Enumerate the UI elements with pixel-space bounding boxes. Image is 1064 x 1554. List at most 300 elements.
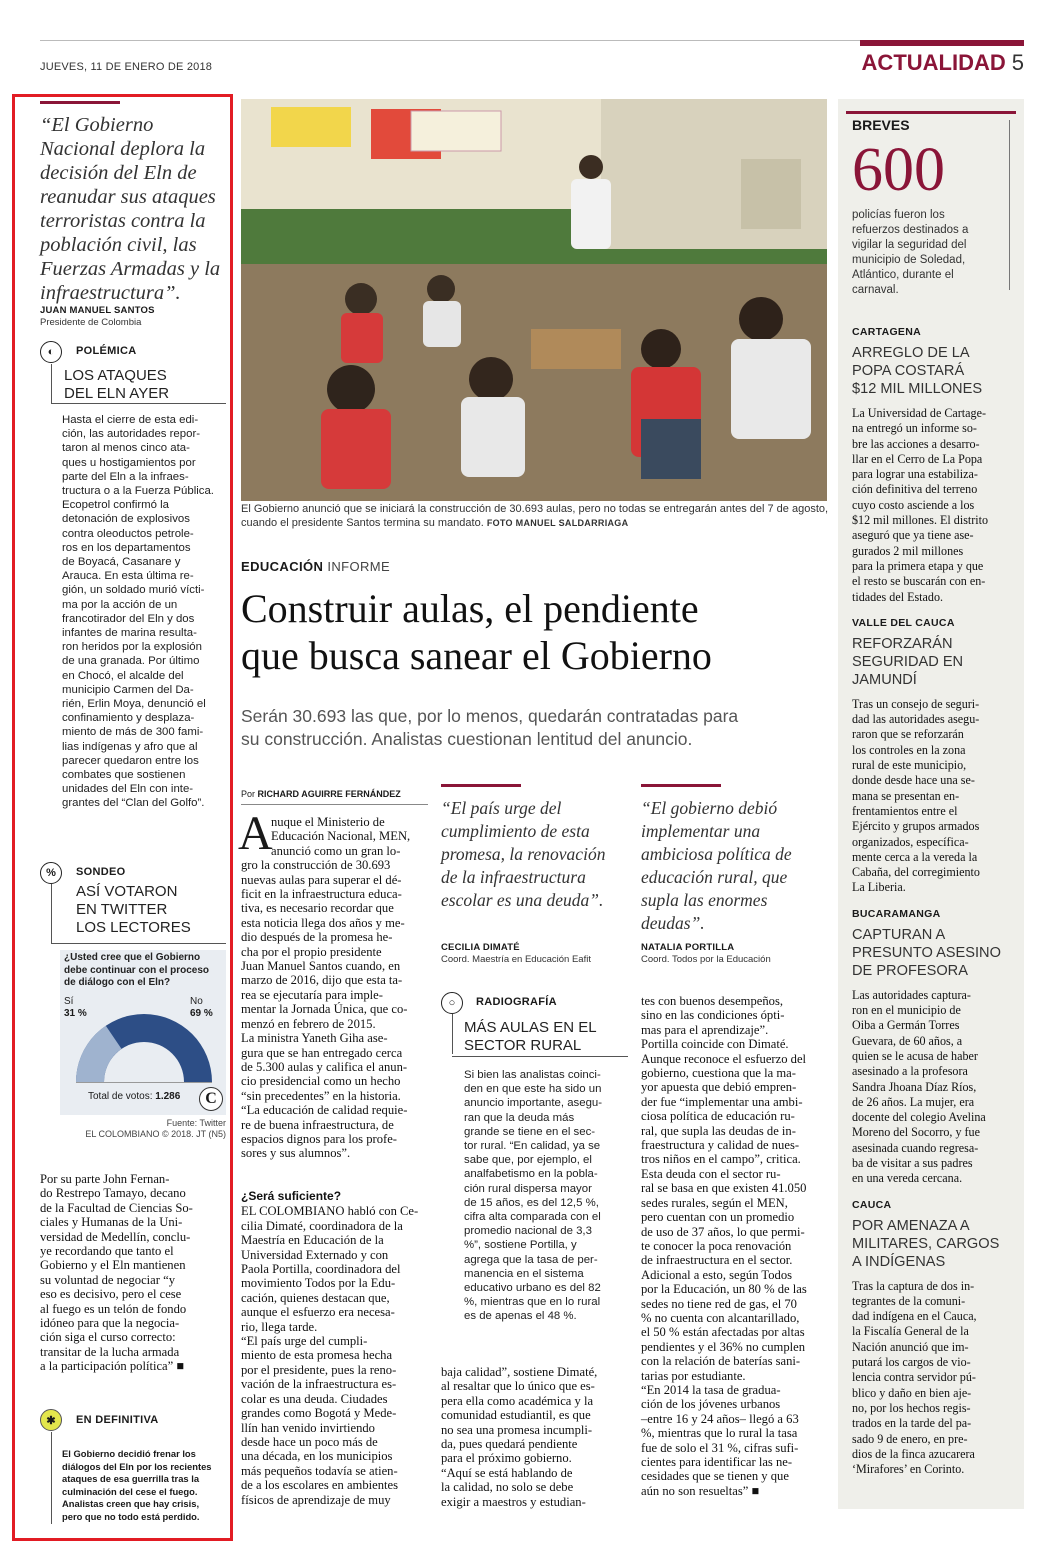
breve-body-line: La Universidad de Cartage- — [852, 406, 986, 420]
speech-bubbles-icon: ◐ — [40, 341, 62, 363]
poll-source: Fuente: Twitter — [166, 1118, 226, 1128]
polemica-line: unidades del Eln con inte- — [62, 783, 194, 796]
polemica-line: tructura o a la Fuerza Pública. — [62, 485, 214, 498]
breves-number-line: Atlántico, durante el — [852, 269, 954, 281]
breve-body-line: donde desde hace una se- — [852, 773, 975, 788]
continuation-line: idóneo para que la negocia- — [40, 1316, 180, 1331]
quote2-role: Coord. Maestría en Educación Eafit — [441, 954, 591, 965]
breve-body-line: la Fiscalía General de la — [852, 1324, 969, 1339]
column-1-line: ficit en la infraestructura educa- — [241, 887, 402, 902]
poll-yes-label: Sí — [64, 996, 74, 1007]
subhead: ¿Será suficiente? — [241, 1189, 342, 1203]
continuation-line: versidad de Medellín, conclu- — [40, 1229, 191, 1244]
continuation-line: do Restrepo Tamayo, decano — [40, 1186, 186, 1201]
radiografia-line: grande se tiene en el sec- — [464, 1125, 596, 1138]
column-1-line: gro la construcción de 30.693 — [241, 858, 391, 873]
radiografia-line: es de apenas el 48 %. — [464, 1310, 577, 1323]
edition-date: JUEVES, 11 DE ENERO DE 2018 — [40, 61, 213, 73]
breve-headline-line: ARREGLO DE LA — [852, 345, 970, 361]
quote2-accent — [441, 784, 521, 787]
percent-icon: % — [40, 862, 62, 884]
breve-headline-line: JAMUNDÍ — [852, 671, 917, 688]
radiografia-line: %”, sostiene Portilla, y — [464, 1239, 577, 1252]
breve-body-line: La Liberia. — [852, 880, 906, 895]
column-3-line: cesidades que se tienen y que — [641, 1469, 789, 1484]
breve-body-line: llar en el Cerro de La Popa — [852, 451, 983, 466]
drop-cap: A — [238, 807, 273, 860]
column-1-line: espacios dignos para los profe- — [241, 1131, 397, 1146]
continuation-line: de la Facultad de Ciencias So- — [40, 1200, 193, 1215]
breve-body-line: Guevara, de 60 años, a — [852, 1033, 963, 1048]
breve-headline-line: POR AMENAZA A — [852, 1217, 970, 1234]
definitiva-line: pero que no todo está perdido. — [62, 1510, 200, 1522]
breve-headline-line: REFORZARÁN — [852, 635, 953, 652]
polemica-line: Hasta el cierre de esta edi- — [62, 414, 199, 426]
breve-body-line: ron en el municipio de — [852, 1003, 961, 1018]
radiografia-line: agrega que la tasa de per- — [464, 1253, 598, 1266]
column-1b-line: rio, llega tarde. — [241, 1319, 318, 1334]
polemica-line: de una granada. Por último — [62, 655, 200, 668]
column-1-line: de 5.300 aulas y califica el anun- — [241, 1059, 408, 1074]
column-2b-line: “Aquí se está hablando de — [441, 1465, 573, 1480]
polemica-line: parte del Eln a la infraes- — [62, 470, 189, 483]
column-2b-line: la calidad, no solo se debe — [441, 1480, 574, 1495]
quote2-author: CECILIA DIMATÉ — [441, 942, 520, 953]
byline-author: RICHARD AGUIRRE FERNÁNDEZ — [257, 789, 401, 799]
quote3: “El gobierno debió implementar una ambiciosa política de educación rural, que supla las enormes deudas”. — [641, 798, 792, 933]
deck — [241, 705, 831, 751]
column-3-line: tros niños en el campo”, critica. — [641, 1152, 801, 1167]
poll-no-value: 69 % — [190, 1008, 213, 1019]
column-2b-line: baja calidad”, sostiene Dimaté, — [441, 1365, 598, 1379]
column-3-line: ción de los jóvenes urbanos — [641, 1397, 781, 1412]
column-2b-line: pera ella como académica y la — [441, 1393, 594, 1408]
definitiva-body — [62, 1448, 226, 1523]
definitiva-line: ataques de esa guerrilla tras la — [62, 1473, 200, 1484]
poll-gauge — [66, 1010, 222, 1084]
column-1-line: nuevas aulas para superar el dé- — [241, 872, 402, 887]
column-3-line: fue de solo el 31 %, cifras sufi- — [641, 1440, 799, 1455]
column-1b-line: físicos de aprendizaje de muy — [241, 1492, 391, 1507]
polemica-line: parecer quedaron entre los — [62, 754, 199, 767]
breve-body-line: organizados, específica- — [852, 834, 969, 849]
column-1b-line: cilia Dimaté, coordinadora de la — [241, 1218, 403, 1233]
breve-headline-line: SEGURIDAD EN — [852, 653, 964, 670]
polemica-line: ques u hostigamientos por — [62, 456, 196, 469]
quote-accent — [40, 101, 120, 104]
radiografia-line: manencia en el sistema — [464, 1267, 584, 1280]
column-1b-line: miento de esta promesa hecha — [241, 1348, 393, 1363]
poll-question: ¿Usted cree que el Gobierno debe continuar con el proceso de diálogo con el Eln? — [64, 952, 210, 988]
column-1b-line: movimiento Todos por la Edu- — [241, 1276, 396, 1291]
column-1-line: cha por el propio presidente — [241, 944, 382, 959]
breve-kicker: BUCARAMANGA — [852, 907, 941, 920]
headline-line-1: Construir aulas, el pendiente — [241, 586, 699, 631]
column-1b-line: Universidad Externado y con — [241, 1247, 389, 1262]
polemica-line: de Boyacá, Casanare y — [62, 556, 181, 569]
polemica-body — [62, 413, 226, 811]
column-1-line: mentar la Jornada Única, que co- — [241, 1002, 408, 1017]
definitiva-kicker: EN DEFINITIVA — [76, 1414, 159, 1426]
polemica-title-1: LOS ATAQUES — [64, 367, 167, 384]
breve-body-line: mana se presentan en- — [852, 788, 960, 803]
column-1-line: gura que se han entregado cerca — [241, 1045, 403, 1060]
column-1-line: “La educación de calidad requie- — [241, 1103, 408, 1118]
column-1-line: cio presidencial como un hecho — [241, 1074, 401, 1089]
breve-body-line: $12 mil millones. El distrito — [852, 513, 989, 528]
breves-number-line: carnaval. — [852, 284, 899, 296]
breve-body-line: Cabaña, del corregimiento — [852, 865, 980, 880]
column-1b-line: EL COLOMBIANO habló con Ce- — [241, 1204, 419, 1219]
headline-line-2: que busca sanear el Gobierno — [241, 633, 712, 678]
breve-headline-line: DE PROFESORA — [852, 962, 968, 979]
breve-body — [852, 697, 1017, 896]
column-1b-line: de a los escolares en ambientes — [241, 1478, 399, 1493]
column-3-line: Adicional a esto, según Todos — [641, 1267, 793, 1282]
polemica-line: detonación de explosivos — [62, 513, 190, 526]
breve-body-line: Ejército y grupos armados — [852, 819, 980, 834]
column-3-line: ral se basa en que existen 41.050 — [641, 1181, 807, 1196]
breve-body-line: frentamientos entre el — [852, 803, 958, 818]
column-1b-line: colar es una deuda. Ciudades — [241, 1391, 388, 1406]
column-3-line: con la relación de baterías sani- — [641, 1354, 801, 1369]
continuation-line: ciales y Humanas de la Uni- — [40, 1215, 183, 1230]
radiografia-line: tor rural. “En calidad, ya se — [464, 1140, 601, 1153]
poll-yes-value: 31 % — [64, 1008, 87, 1019]
column-3-line: ral, que supla las deudas de in- — [641, 1123, 796, 1138]
column-3-line: % no cuenta con alcantarillado, — [641, 1310, 800, 1325]
column-1-line: Juan Manuel Santos cuando, en — [241, 959, 401, 974]
column-3-line: cientes para identificar las ne- — [641, 1455, 793, 1469]
polemica-line: francotirador del Eln y dos — [62, 612, 195, 625]
sondeo-rule — [51, 884, 52, 944]
column-3-line: tarias por estudiante. — [641, 1368, 746, 1383]
breves-number-line: refuerzos destinados a — [852, 224, 969, 236]
breve-body-line: ‘Mirafores’ en Corinto. — [852, 1462, 965, 1477]
radiografia-line: promedio nacional de 3,3 — [464, 1225, 592, 1238]
quote2: “El país urge del cumplimiento de esta promesa, la renovación de la infraestructura escolar es una deuda”. — [441, 798, 606, 910]
article-continuation — [40, 1172, 226, 1374]
page-number: 5 — [1011, 50, 1024, 75]
column-3-line: pendientes y el 36% no cumplen — [641, 1339, 806, 1354]
column-2b-line: comunidad estudiantil, es que — [441, 1408, 591, 1423]
column-1b-line: una década, en los municipios — [241, 1449, 393, 1464]
breves-number-text — [852, 208, 1012, 298]
column-2b-line: al resaltar que lo único que es- — [441, 1379, 595, 1394]
radiografia-line: den en que este ha sido un — [464, 1083, 602, 1096]
column-1b-line: Paola Portilla, coordinadora del — [241, 1262, 401, 1277]
polemica-line: ros en los departamentos — [62, 541, 191, 554]
sondeo-kicker: SONDEO — [76, 866, 126, 878]
breve-headline-line: PRESUNTO ASESINO — [852, 944, 1001, 961]
column-3-line: –entre 16 y 24 años– llegó a 63 — [641, 1411, 799, 1426]
breve-kicker: VALLE DEL CAUCA — [852, 616, 955, 629]
breve-body-line: raron que se reforzarán — [852, 727, 964, 742]
column-3-line: Esta deuda con el sector ru- — [641, 1166, 781, 1181]
breve-headline-line: CAPTURAN A — [852, 926, 946, 943]
column-2b-line: exigir a maestros y estudian- — [441, 1494, 586, 1509]
column-3-line: pero cuentan con un promedio — [641, 1210, 795, 1225]
breve-headline — [852, 344, 1017, 398]
column-1-line: esta noticia llega dos años y me- — [241, 915, 405, 930]
kicker-topic: EDUCACIÓN — [241, 559, 324, 574]
breve-body-line: trados en la tarde del pa- — [852, 1416, 972, 1431]
deck-line-2: su construcción. Analistas cuestionan lentitud del anuncio. — [241, 729, 693, 749]
breve-body-line: gurados 2 mil millones — [852, 543, 964, 558]
column-3-line: por la Educación, un 80 % de las — [641, 1282, 807, 1297]
byline — [241, 789, 401, 799]
polemica-line: ma por la acción de un — [62, 598, 178, 611]
polemica-rule — [51, 364, 52, 404]
radiografia-line: cifra alta comparada con el — [464, 1211, 601, 1224]
breve-body-line: lencia contra servidor pú- — [852, 1370, 976, 1385]
breve-headline-line: MILITARES, CARGOS — [852, 1235, 1000, 1252]
breve-body-line: dad indígena en el Cauca, — [852, 1309, 977, 1324]
continuation-line: al fuego es un telón de fondo — [40, 1301, 187, 1316]
newspaper-logo-icon: C — [199, 1087, 223, 1111]
breve-body-line: para lograr una estabiliza- — [852, 467, 978, 482]
column-3-line: %, mientras que lo rural la tasa — [641, 1426, 798, 1441]
column-1b-line: Maestría en Educación de la — [241, 1233, 384, 1248]
column-1b-line: por el presidente, pues la reno- — [241, 1362, 397, 1377]
column-1b-line: más pequeños todavía se atien- — [241, 1463, 398, 1478]
polemica-line: infantes de marina resulta- — [62, 627, 197, 640]
breve-kicker: CAUCA — [852, 1198, 892, 1211]
breve-body-line: mente cerca a la vereda la — [852, 849, 978, 864]
caption-text: El Gobierno anunció que se iniciará la construcción de 30.693 aulas, pero no todas se entregarán antes del 7 de agosto, cuando el presidente Santos termina su mandato. — [241, 503, 829, 529]
column-1-line: re de buena infraestructura, de — [241, 1117, 394, 1132]
column-3-line: Aunque reconoce el esfuerzo del — [641, 1051, 807, 1066]
column-3-line: yor apuesta que debió empren- — [641, 1080, 797, 1095]
photo-credit: FOTO MANUEL SALDARRIAGA — [486, 517, 629, 528]
magnifier-icon: ○ — [441, 992, 463, 1014]
breve-body-line: aseguró que ya tiene ase- — [852, 528, 974, 543]
polemica-line: en Chocó, el alcalde del — [62, 669, 184, 682]
column-1-body — [241, 815, 429, 1161]
definitiva-line: Analistas creen que hay crisis, — [62, 1498, 200, 1509]
classroom-photo — [241, 99, 827, 501]
radiografia-rule — [452, 1014, 453, 1054]
polemica-line: gión, un soldado murió vícti- — [62, 584, 205, 597]
poll-total-value: 1.286 — [155, 1091, 181, 1102]
breve-body-line: los controles en la zona — [852, 742, 966, 757]
poll-credit: EL COLOMBIANO © 2018. JT (N5) — [85, 1129, 226, 1139]
column-2b-body — [441, 1365, 629, 1509]
radiografia-line: ran que la deuda más — [464, 1111, 575, 1124]
radiografia-line: Si bien las analistas coinci- — [464, 1069, 601, 1081]
column-1-line: tiva, es necesario recordar que — [241, 901, 394, 916]
column-1b-line: cación, quienes destacan que, — [241, 1290, 390, 1305]
breve-body-line: tegrantes de la comuni- — [852, 1293, 966, 1308]
continuation-line: su voluntad de negociar “y — [40, 1272, 175, 1287]
section-title — [862, 50, 1024, 76]
breve-body-line: asesinada cuando regresa- — [852, 1140, 979, 1155]
polemica-line: lias indígenas y afro que al — [62, 740, 198, 753]
column-3-line: sedes rurales, según el MEN, — [641, 1195, 788, 1210]
breve-headline — [852, 1217, 1017, 1271]
poll-total-label: Total de votos: — [88, 1091, 153, 1102]
breve-item — [852, 1199, 1017, 1478]
column-1b-line: llín han venido invirtiendo — [241, 1420, 375, 1435]
polemica-underline — [51, 403, 226, 404]
definitiva-line: diálogos del Eln por los recientes — [62, 1460, 212, 1472]
polemica-line: grantes del “Clan del Golfo”. — [62, 797, 205, 810]
column-1-line: “sin precedentes” en la historia. — [241, 1088, 401, 1103]
radiografia-kicker: RADIOGRAFÍA — [476, 996, 557, 1008]
column-3-line: tes con buenos desempeños, — [641, 994, 783, 1008]
radiografia-underline — [452, 1056, 628, 1057]
column-1-line: anunció como un gran lo- — [271, 843, 401, 858]
kicker-type: INFORME — [327, 559, 391, 574]
radiografia-line: de 15 años, es del 12,5 %, — [464, 1196, 599, 1209]
column-3-line: de infraestructura en el sector. — [641, 1253, 793, 1268]
breves-number-line: vigilar la seguridad del — [852, 239, 967, 251]
sondeo-title-2: EN TWITTER — [76, 901, 168, 918]
column-3-line: aún no son resueltas” ■ — [641, 1483, 760, 1498]
radiografia-line: analfabetismo en la pobla- — [464, 1168, 598, 1181]
breve-body — [852, 1279, 1017, 1478]
column-1-line: dio después de la promesa he- — [241, 930, 393, 945]
column-1b-body — [241, 1189, 429, 1507]
breve-body-line: quien se le acusa de haber — [852, 1048, 978, 1063]
column-1b-line: aunque el esfuerzo era necesa- — [241, 1305, 395, 1320]
breve-item — [852, 908, 1017, 1187]
breve-body-line: ción definitiva del terreno — [852, 482, 978, 497]
polemica-line: ron heridos por la explosión — [62, 641, 202, 654]
summary-icon: ✱ — [40, 1409, 62, 1431]
breve-body-line: blico y daño en bien aje- — [852, 1385, 972, 1400]
article-kicker — [241, 559, 390, 574]
continuation-line: Gobierno y el Eln mantienen — [40, 1258, 186, 1273]
column-1-line: menzó en febrero de 2015. — [241, 1016, 376, 1031]
column-1b-line: vación de la infraestructura es- — [241, 1377, 397, 1392]
continuation-line: Por su parte John Fernan- — [40, 1172, 170, 1186]
breves-number: 600 — [852, 136, 945, 204]
column-3-line: el 50 % están afectadas por altas — [641, 1325, 805, 1340]
column-1-line: nuque el Ministerio de — [271, 815, 385, 829]
breve-body-line: Tras la captura de dos in- — [852, 1278, 975, 1293]
breve-body-line: cuyo costo asciende a los — [852, 497, 975, 512]
column-1b-line: “El país urge del cumpli- — [241, 1334, 368, 1349]
breve-body-line: para la primera etapa y que — [852, 558, 984, 573]
polemica-line: contra oleoductos petrole- — [62, 527, 194, 540]
radiografia-title-1: MÁS AULAS EN EL — [464, 1019, 597, 1036]
breve-body-line: tidades del Estado. — [852, 589, 944, 604]
continuation-line: ción siga el curso correcto: — [40, 1330, 176, 1345]
headline — [241, 585, 831, 679]
radiografia-line: ción rural dispersa mayor — [464, 1182, 592, 1195]
column-1-line: marzo de 2016, dijo que esta ta- — [241, 973, 403, 988]
continuation-line: a la participación política” ■ — [40, 1359, 184, 1374]
radiografia-title-2: SECTOR RURAL — [464, 1037, 582, 1054]
breve-body-line: bre las acciones a desarro- — [852, 436, 980, 451]
column-3-line: ciosa política de educación ru- — [641, 1109, 795, 1124]
poll-total — [88, 1091, 180, 1102]
column-3-line: der fue “implementar una ambi- — [641, 1094, 803, 1109]
breves-accent — [846, 111, 1016, 114]
breves-label: BREVES — [852, 117, 910, 133]
column-2b-line: da, pues quedará pendiente — [441, 1437, 578, 1452]
radiografia-line: anuncio importante, asegu- — [464, 1097, 603, 1110]
column-2b-line: no sea una promesa incumpli- — [441, 1422, 593, 1437]
breve-headline-line: POPA COSTARÁ — [852, 363, 965, 379]
radiografia-line: sabe que, por ejemplo, el — [464, 1154, 592, 1167]
breves-list — [852, 326, 1017, 1489]
breve-body-line: el resto se buscarán con en- — [852, 574, 986, 589]
byline-rule — [241, 804, 428, 805]
quote3-role: Coord. Todos por la Educación — [641, 954, 771, 965]
polemica-line: ción, las autoridades repor- — [62, 428, 201, 441]
quote3-accent — [641, 784, 721, 787]
definitiva-line: El Gobierno decidió frenar los — [62, 1448, 196, 1459]
column-1-line: rea se ejecutaría para imple- — [241, 987, 383, 1002]
definitiva-line: culminación del cese el fuego. — [62, 1485, 198, 1497]
sondeo-title-3: LOS LECTORES — [76, 919, 191, 936]
breve-body-line: no, por los hechos regis- — [852, 1400, 971, 1415]
column-3-line: gobierno, cuestiona que la ma- — [641, 1066, 796, 1081]
breve-body-line: putará los cargos de vio- — [852, 1355, 971, 1370]
sondeo-underline — [51, 943, 226, 944]
continuation-line: transitar de la lucha armada — [40, 1344, 180, 1359]
breve-body-line: Oiba a Germán Torres — [852, 1018, 960, 1033]
column-3-line: sedes no tiene red de gas, el 70 — [641, 1296, 797, 1311]
breve-headline-line: $12 MIL MILLONES — [852, 381, 983, 397]
polemica-kicker: POLÉMICA — [76, 345, 137, 357]
continuation-line: ye recordando que tanto el — [40, 1244, 174, 1259]
photo-caption — [241, 503, 831, 530]
column-1-line: La ministra Yaneth Giha ase- — [241, 1031, 388, 1046]
radiografia-line: %, mientras que en lo rural — [464, 1296, 601, 1309]
column-3-line: mas para el aprendizaje”. — [641, 1022, 769, 1037]
polemica-line: municipio Carmen del Da- — [62, 683, 194, 696]
column-3-line: fraestructura y calidad de nues- — [641, 1138, 800, 1153]
breves-number-line: municipio de Soledad, — [852, 254, 966, 266]
breve-item — [852, 326, 1017, 605]
breve-body-line: Moreno del Socorro, y fue — [852, 1125, 980, 1140]
polemica-line: miento de más de 300 fami- — [62, 726, 204, 739]
breve-body — [852, 988, 1017, 1187]
polemica-line: taron al menos cinco ata- — [62, 442, 190, 455]
breves-number-line: policías fueron los — [852, 209, 945, 221]
breve-body-line: de 26 años. La mujer, era — [852, 1094, 975, 1109]
breve-body — [852, 406, 1017, 605]
continuation-line: eso es decisivo, pero el cese — [40, 1287, 182, 1302]
polemica-line: confinamiento y desplaza- — [62, 712, 195, 725]
breve-body-line: na entregó un informe so- — [852, 421, 977, 436]
column-3-line: te conocer la poca renovación — [641, 1238, 792, 1253]
breve-body-line: sado 9 de enero, en pre- — [852, 1431, 968, 1446]
polemica-line: combates que sostienen — [62, 769, 186, 782]
column-3-line: sino en las condiciones ópti- — [641, 1008, 785, 1023]
section-name: ACTUALIDAD — [861, 50, 1006, 75]
radiografia-body — [464, 1068, 628, 1324]
column-1b-line: grandes como Bogotá y Mede- — [241, 1406, 397, 1421]
column-3-body — [641, 994, 829, 1498]
breve-body-line: Sandra Jhoana Díaz Ríos, — [852, 1079, 977, 1094]
polemica-line: Ecopetrol confirmó la — [62, 499, 169, 512]
breve-body-line: asesinado a la profesora — [852, 1064, 968, 1079]
breve-body-line: ba de visitar a sus padres — [852, 1155, 973, 1170]
sondeo-title-1: ASÍ VOTARON — [76, 883, 178, 900]
quote-author-role: Presidente de Colombia — [40, 317, 142, 328]
breve-kicker: CARTAGENA — [852, 326, 922, 338]
column-3-line: de uso de 37 años, lo que permi- — [641, 1224, 805, 1239]
deck-line-1: Serán 30.693 las que, por lo menos, quedarán contratadas para — [241, 706, 739, 726]
column-3-line: Portilla coincide con Dimaté. — [641, 1037, 789, 1052]
byline-prefix: Por — [241, 789, 256, 799]
radiografia-line: educativo urbano es del 82 — [464, 1282, 601, 1295]
polemica-line: rién, Erlin Moya, denunció el — [62, 698, 206, 711]
